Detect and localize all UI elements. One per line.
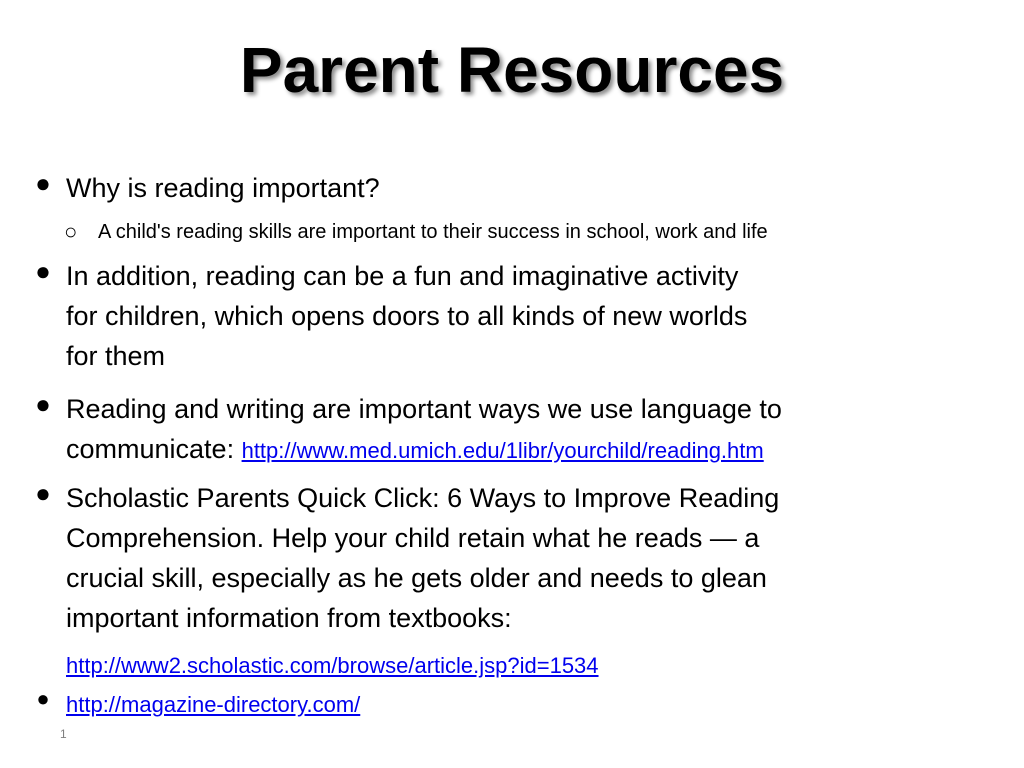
bullet-text-line: for children, which opens doors to all kinds of new worlds bbox=[66, 301, 748, 331]
bullet-text: communicate: bbox=[66, 434, 242, 464]
sub-bullet-text: A child's reading skills are important to their success in school, work and life bbox=[98, 221, 768, 243]
bullet-icon: ● bbox=[35, 478, 51, 508]
bullet-icon: ● bbox=[35, 389, 51, 419]
bullet-text-line: for them bbox=[66, 341, 166, 371]
bullet-text-line: Comprehension. Help your child retain what he reads — a bbox=[66, 523, 760, 553]
sub-bullet-icon: ○ bbox=[64, 219, 78, 244]
scholastic-article-link[interactable]: http://www2.scholastic.com/browse/article.jsp?id=1534 bbox=[66, 653, 599, 678]
bullet-text: Why is reading important? bbox=[66, 173, 380, 203]
bullet-text-line: important information from textbooks: bbox=[66, 603, 512, 633]
bullet-text-line: crucial skill, especially as he gets older and needs to glean bbox=[66, 563, 767, 593]
scholastic-link-line bbox=[66, 644, 996, 686]
bullet-text-line: In addition, reading can be a fun and imaginative activity bbox=[66, 261, 739, 291]
slide-title: Parent Resources bbox=[239, 34, 785, 106]
bullet-icon: ● bbox=[36, 686, 50, 711]
bullet-icon: ● bbox=[35, 256, 51, 286]
bullet-text-line: Scholastic Parents Quick Click: 6 Ways to Improve Reading bbox=[66, 483, 780, 513]
bullet-icon: ● bbox=[35, 168, 51, 198]
page-number: 1 bbox=[60, 727, 67, 741]
magazine-directory-link[interactable]: http://magazine-directory.com/ bbox=[66, 692, 361, 717]
bullet-text-line-with-link bbox=[66, 429, 996, 471]
magazine-link-line bbox=[66, 686, 996, 722]
bullet-text-line: Reading and writing are important ways we use language to bbox=[66, 394, 782, 424]
umich-reading-link[interactable]: http://www.med.umich.edu/1libr/yourchild/reading.htm bbox=[241, 438, 764, 463]
